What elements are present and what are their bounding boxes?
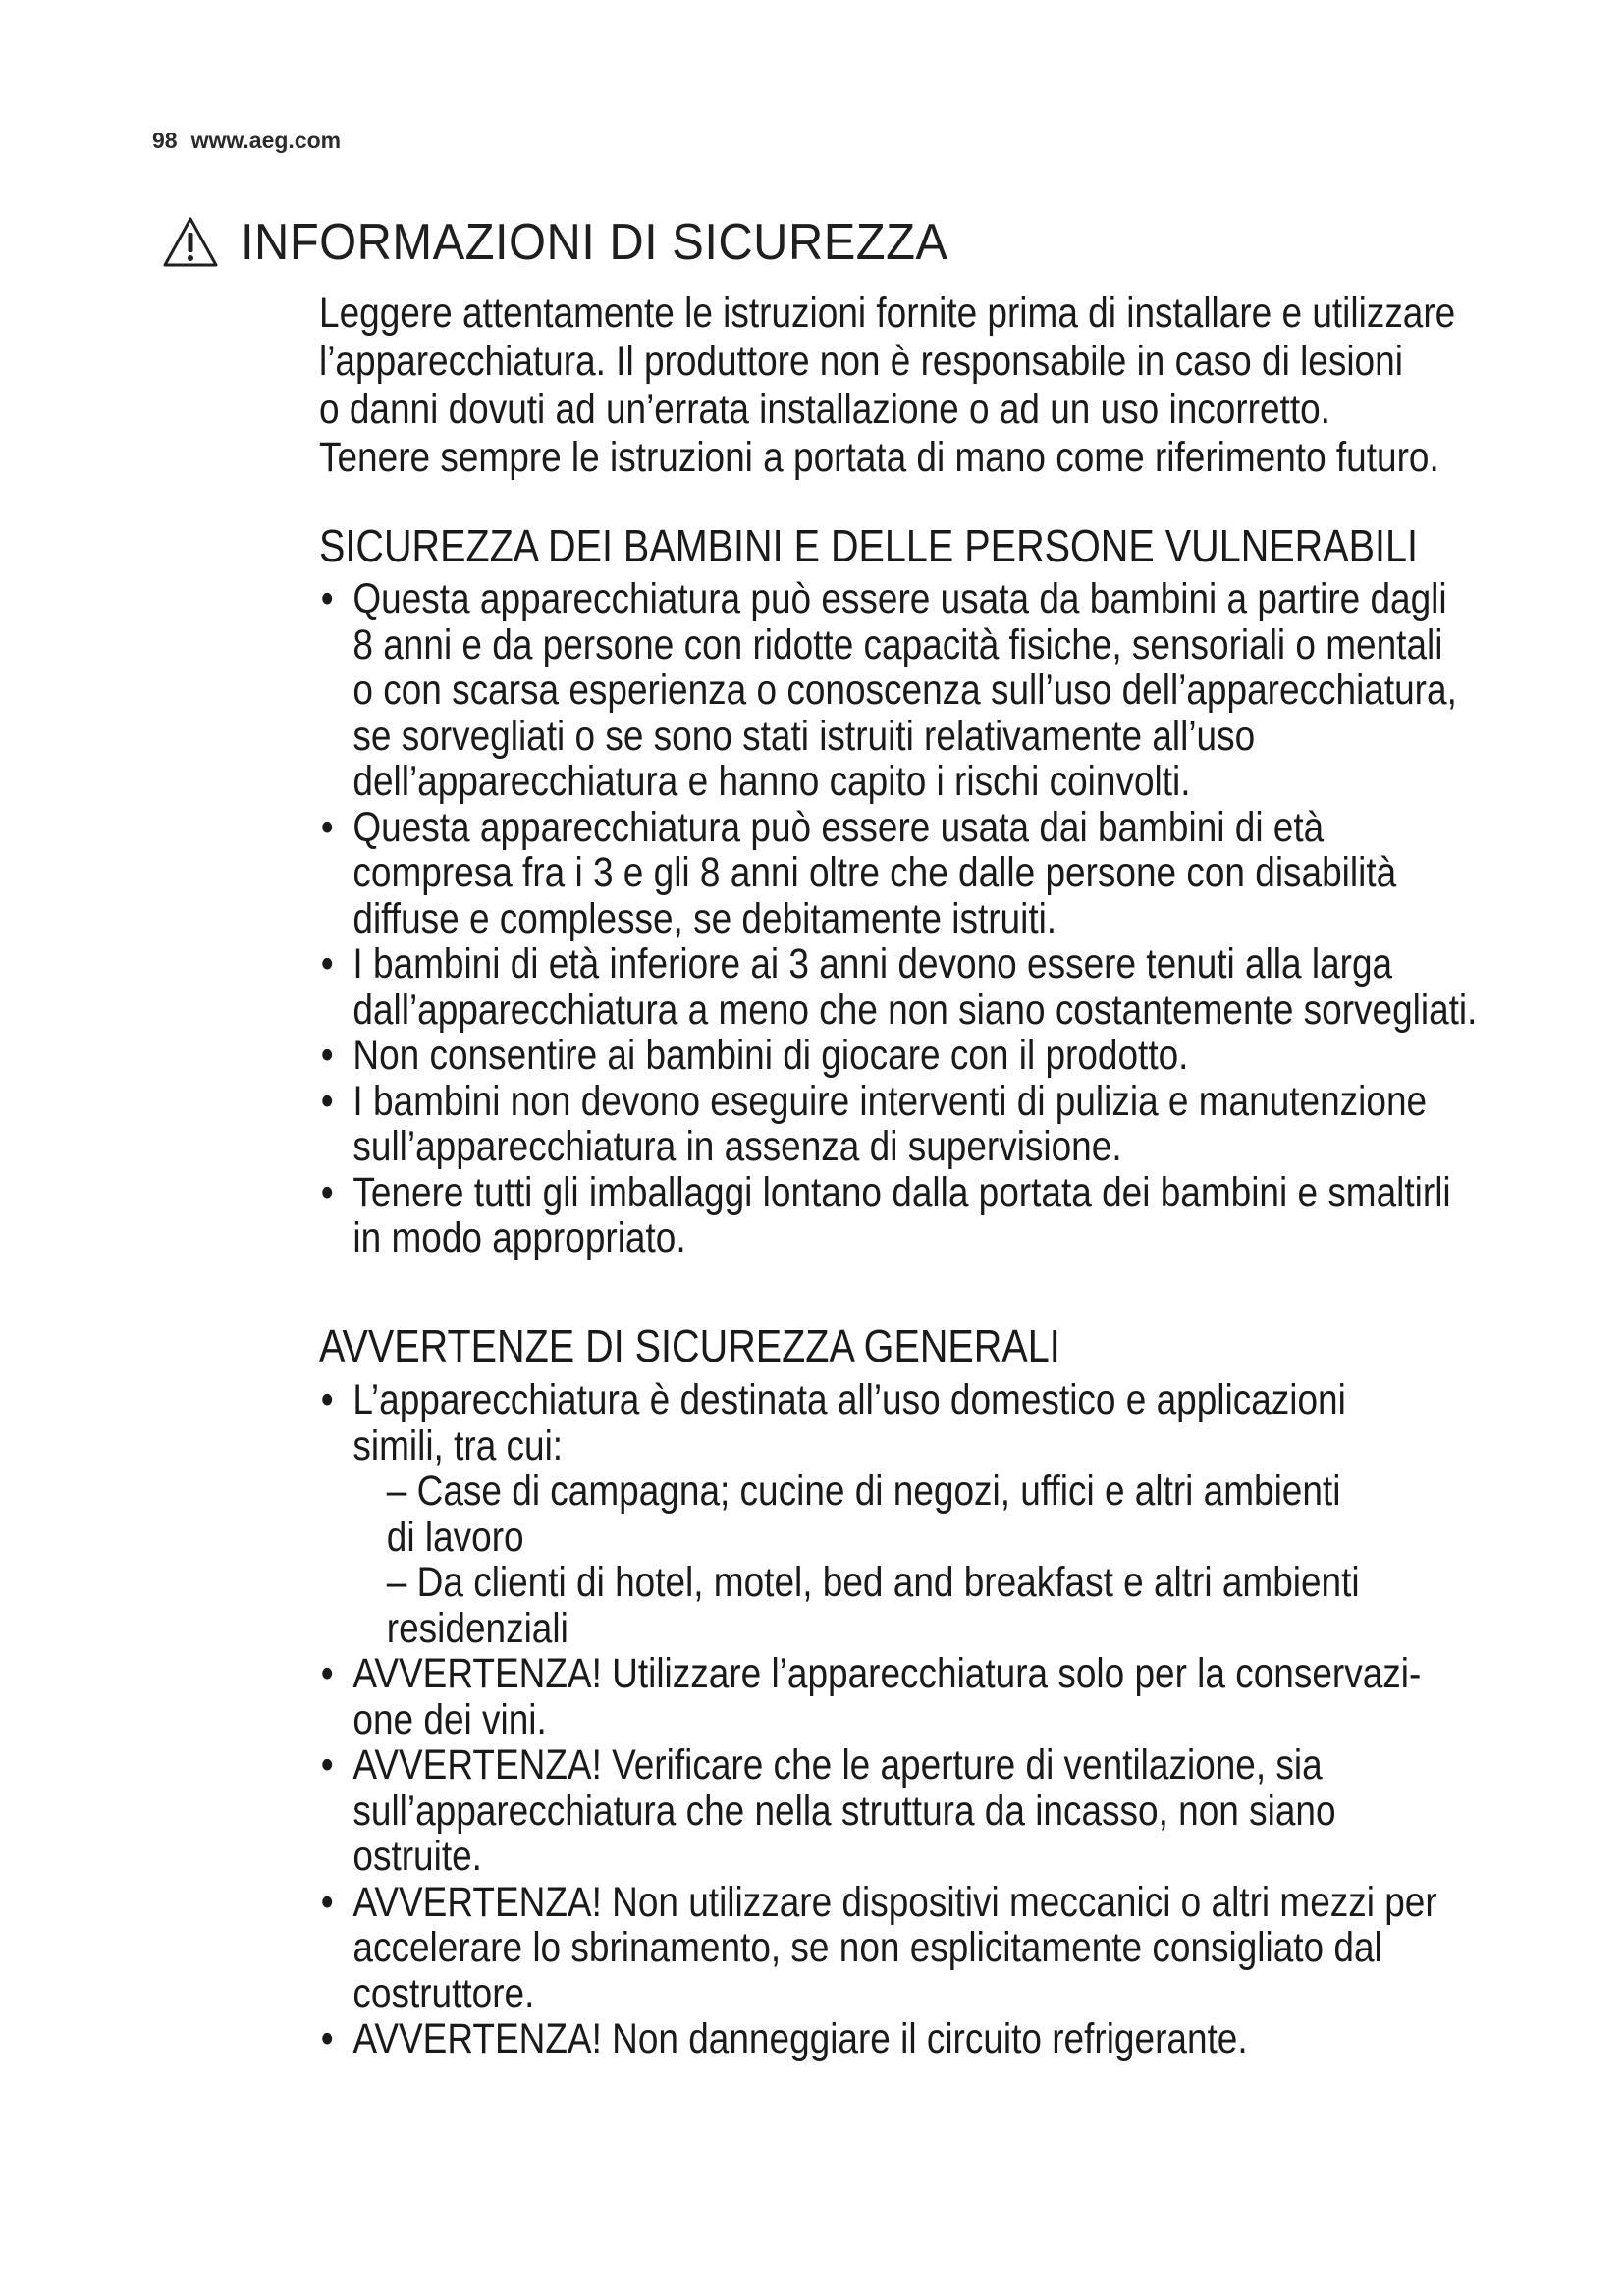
list-item-line: one dei vini. <box>352 1695 547 1743</box>
bullet-icon: • <box>320 803 334 851</box>
intro-line: Tenere sempre le istruzioni a portata di mano come riferimento futuro. <box>319 434 1439 481</box>
list-item-line: Tenere tutti gli imballaggi lontano dalla portata dei bambini e smaltirli <box>352 1168 1451 1216</box>
bullet-icon: • <box>320 1032 334 1079</box>
list-item-line: accelerare lo sbrinamento, se non esplicitamente consigliato dal <box>352 1924 1382 1971</box>
list-item <box>319 2016 1523 2062</box>
document-body <box>319 290 1527 2062</box>
list-item-line: I bambini non devono eseguire interventi di pulizia e manutenzione <box>352 1077 1428 1125</box>
list-item-line: dall’apparecchiatura a meno che non siano costantemente sorvegliati. <box>352 986 1478 1034</box>
list-item <box>319 1170 1523 1261</box>
intro-line: l’apparecchiatura. Il produttore non è responsabile in caso di lesioni <box>319 338 1403 385</box>
sub-list-item-line <box>387 1560 1523 1606</box>
list-item-line: compresa fra i 3 e gli 8 anni oltre che dalle persone con disabilità <box>352 849 1397 896</box>
list-item <box>319 941 1523 1033</box>
list-item-line: in modo appropriato. <box>352 1214 686 1261</box>
list-item <box>319 1079 1523 1170</box>
bullet-icon: • <box>320 1376 334 1423</box>
list-item-line: Non consentire ai bambini di giocare con il prodotto. <box>352 1032 1189 1079</box>
list-item-line: diffuse e complesse, se debitamente istruiti. <box>352 894 1057 942</box>
bullet-icon: • <box>320 940 334 988</box>
intro-line: o danni dovuti ad un’errata installazione o ad un uso incorretto. <box>319 386 1330 433</box>
general-warnings-list <box>319 1377 1523 2062</box>
list-item-line: se sorvegliati o se sono stati istruiti relativamente all’uso <box>352 712 1256 760</box>
intro-line: Leggere attentamente le istruzioni fornite prima di installare e utilizzare <box>319 290 1456 337</box>
sub-list-item-line <box>387 1468 1523 1515</box>
list-item <box>319 1651 1523 1742</box>
warning-triangle-icon <box>162 216 219 269</box>
list-item <box>319 1377 1523 1651</box>
list-item-line: Questa apparecchiatura può essere usata da bambini a partire dagli <box>352 575 1447 622</box>
page-title <box>162 208 994 277</box>
list-item-line: L’apparecchiatura è destinata all’uso domestico e applicazioni <box>352 1376 1346 1423</box>
bullet-icon: • <box>320 1878 334 1926</box>
page-header <box>152 128 341 154</box>
sub-list <box>352 1468 1522 1651</box>
sub-list-item-line: residenziali <box>386 1604 568 1652</box>
list-item-line: ostruite. <box>352 1833 482 1880</box>
list-item <box>319 1880 1523 2017</box>
list-item-line: I bambini di età inferiore ai 3 anni devono essere tenuti alla larga <box>352 940 1393 988</box>
intro-paragraph <box>319 290 1523 482</box>
section-heading-general-warnings: AVVERTENZE DI SICUREZZA GENERALI <box>319 1320 1060 1371</box>
list-item <box>319 1033 1523 1079</box>
list-item <box>319 1742 1523 1880</box>
sub-list-item-line: di lavoro <box>386 1513 524 1561</box>
list-item-line: 8 anni e da persone con ridotte capacità fisiche, sensoriali o mentali <box>352 620 1443 668</box>
list-item-line: AVVERTENZA! Verificare che le aperture di ventilazione, sia <box>352 1741 1323 1789</box>
list-item <box>319 805 1523 942</box>
bullet-icon: • <box>320 575 334 622</box>
child-safety-list <box>319 576 1523 1261</box>
list-item-line: Questa apparecchiatura può essere usata dai bambini di età <box>352 803 1325 851</box>
section-heading-child-safety: SICUREZZA DEI BAMBINI E DELLE PERSONE VULNERABILI <box>319 520 1418 571</box>
list-item-line: o con scarsa esperienza o conoscenza sull’uso dell’apparecchiatura, <box>352 667 1457 714</box>
page-title-text: INFORMAZIONI DI SICUREZZA <box>241 214 948 271</box>
list-item-line: AVVERTENZA! Utilizzare l’apparecchiatura solo per la conservazi- <box>352 1650 1422 1697</box>
bullet-icon: • <box>320 1168 334 1216</box>
list-item <box>319 576 1523 805</box>
list-item-line: AVVERTENZA! Non danneggiare il circuito refrigerante. <box>352 2015 1248 2062</box>
list-item-line: simili, tra cui: <box>352 1421 564 1469</box>
dash-icon: – <box>386 1468 407 1515</box>
list-item-line: AVVERTENZA! Non utilizzare dispositivi meccanici o altri mezzi per <box>352 1878 1437 1926</box>
list-item-line: dell’apparecchiatura e hanno capito i rischi coinvolti. <box>352 758 1191 805</box>
bullet-icon: • <box>320 2015 334 2062</box>
bullet-icon: • <box>320 1650 334 1697</box>
list-item-line: sull’apparecchiatura che nella struttura da incasso, non siano <box>352 1787 1336 1835</box>
list-item-line: costruttore. <box>352 1969 535 2017</box>
sub-list-item-text: Case di campagna; cucine di negozi, uffici e altri ambienti <box>416 1468 1341 1515</box>
website-url: www.aeg.com <box>190 128 342 153</box>
sub-list-item-text: Da clienti di hotel, motel, bed and breakfast e altri ambienti <box>416 1559 1360 1606</box>
list-item-line: sull’apparecchiatura in assenza di supervisione. <box>352 1123 1122 1170</box>
dash-icon: – <box>386 1559 407 1606</box>
page-number: 98 <box>152 128 178 153</box>
bullet-icon: • <box>320 1741 334 1789</box>
bullet-icon: • <box>320 1077 334 1125</box>
